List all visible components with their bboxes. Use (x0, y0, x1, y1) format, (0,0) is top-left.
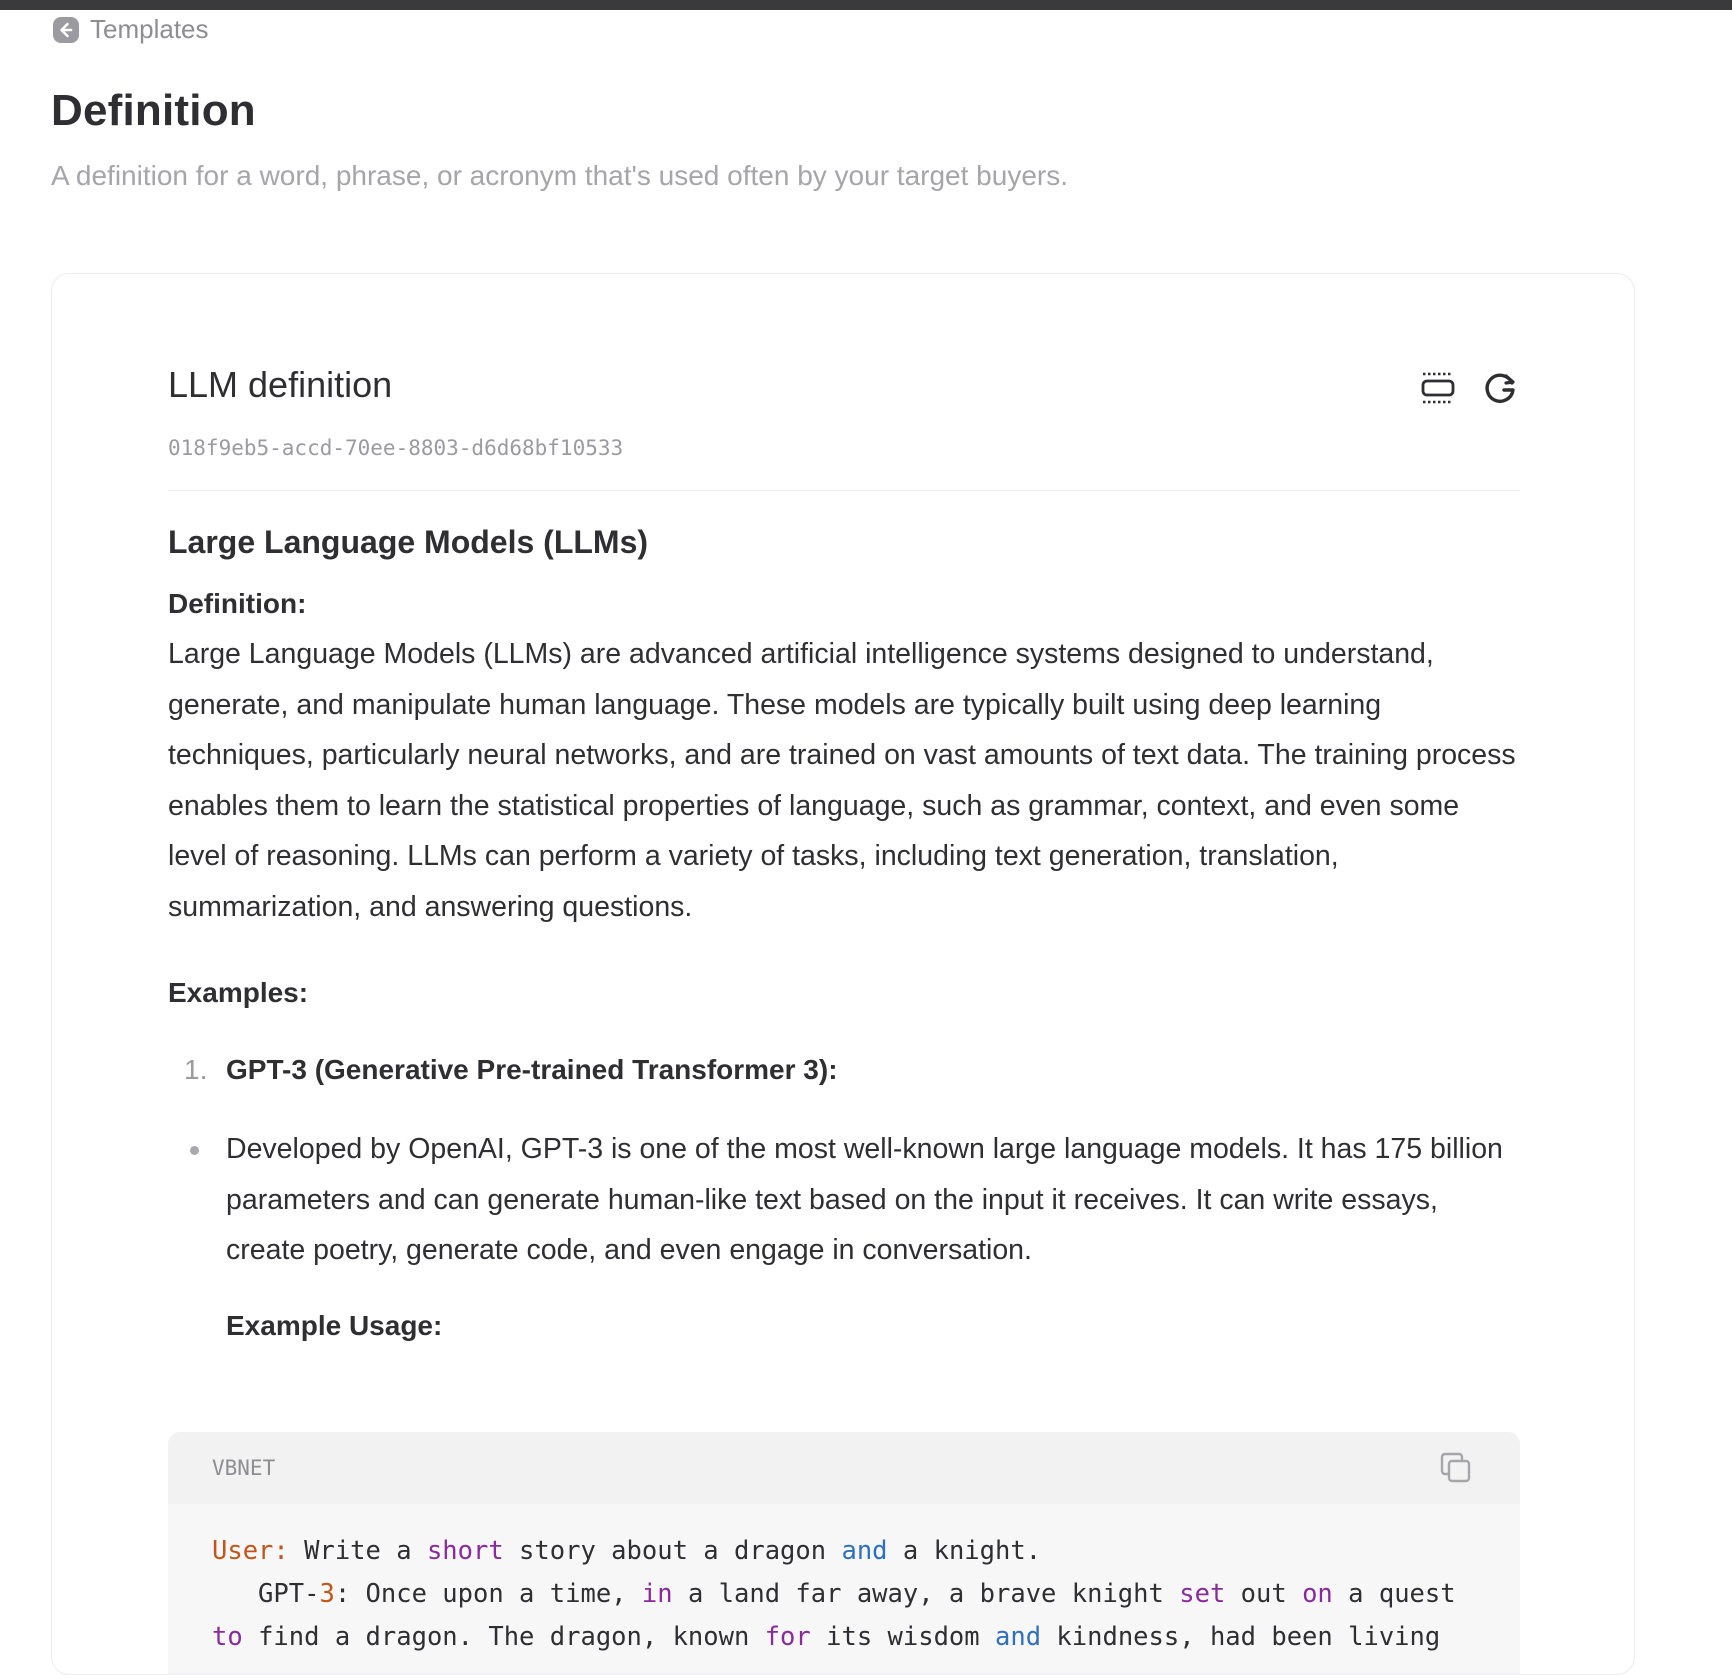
code-line: GPT-3: Once upon a time, in a land far away, a brave knight set out on a quest (212, 1579, 1456, 1609)
document-title: LLM definition (168, 364, 393, 405)
regenerate-icon[interactable] (1480, 368, 1520, 408)
examples-label: Examples: (168, 977, 309, 1008)
layout-icon[interactable] (1418, 368, 1458, 408)
back-arrow-icon (52, 16, 80, 44)
document-content (168, 524, 1520, 1342)
code-line: User: Write a short story about a dragon and a knight. (212, 1536, 1042, 1566)
document-actions (1418, 368, 1520, 408)
list-number: 1. (184, 1054, 208, 1085)
code-block (168, 1432, 1520, 1675)
copy-icon[interactable] (1438, 1450, 1474, 1486)
code-block-header (168, 1432, 1520, 1504)
example-description: Developed by OpenAI, GPT-3 is one of the most well-known large language models. It has 175 billion parameters and can generate human-like text based on the input it receives. It can write essays, create poetry, generate code, and even engage in conversation. (226, 1133, 1503, 1266)
example-list-item (168, 1054, 1520, 1086)
definition-label: Definition: (168, 588, 307, 619)
top-bar (0, 0, 1732, 10)
code-body[interactable] (168, 1504, 1520, 1675)
example-bullet (168, 1124, 1520, 1276)
header-divider (168, 490, 1520, 491)
document-card (51, 273, 1635, 1675)
code-language: VBNET (212, 1456, 276, 1480)
code-line: to find a dragon. The dragon, known for its wisdom and kindness, had been living (212, 1622, 1441, 1652)
content-heading: Large Language Models (LLMs) (168, 524, 649, 560)
bullet-dot (190, 1146, 199, 1155)
example-title: GPT-3 (Generative Pre-trained Transformer 3): (226, 1054, 838, 1085)
document-header (168, 364, 1520, 460)
example-usage-label: Example Usage: (226, 1309, 443, 1341)
definition-text: Large Language Models (LLMs) are advanced artificial intelligence systems designed to understand, generate, and manipulate human language. These models are typically built using deep learning techniques, particularly neural networks, and are trained on vast amounts of text data. The training process enables them to learn the statistical properties of language, such as grammar, context, and even some level of reasoning. LLMs can perform a variety of tasks, including text generation, translation, summarization, and answering questions. (168, 638, 1516, 923)
back-to-templates-link[interactable] (52, 14, 209, 45)
document-id: 018f9eb5-accd-70ee-8803-d6d68bf10533 (168, 436, 624, 460)
page-title: Definition (51, 86, 256, 135)
page-subtitle: A definition for a word, phrase, or acronym that's used often by your target buyers. (51, 160, 1068, 191)
back-link-label: Templates (90, 14, 209, 44)
